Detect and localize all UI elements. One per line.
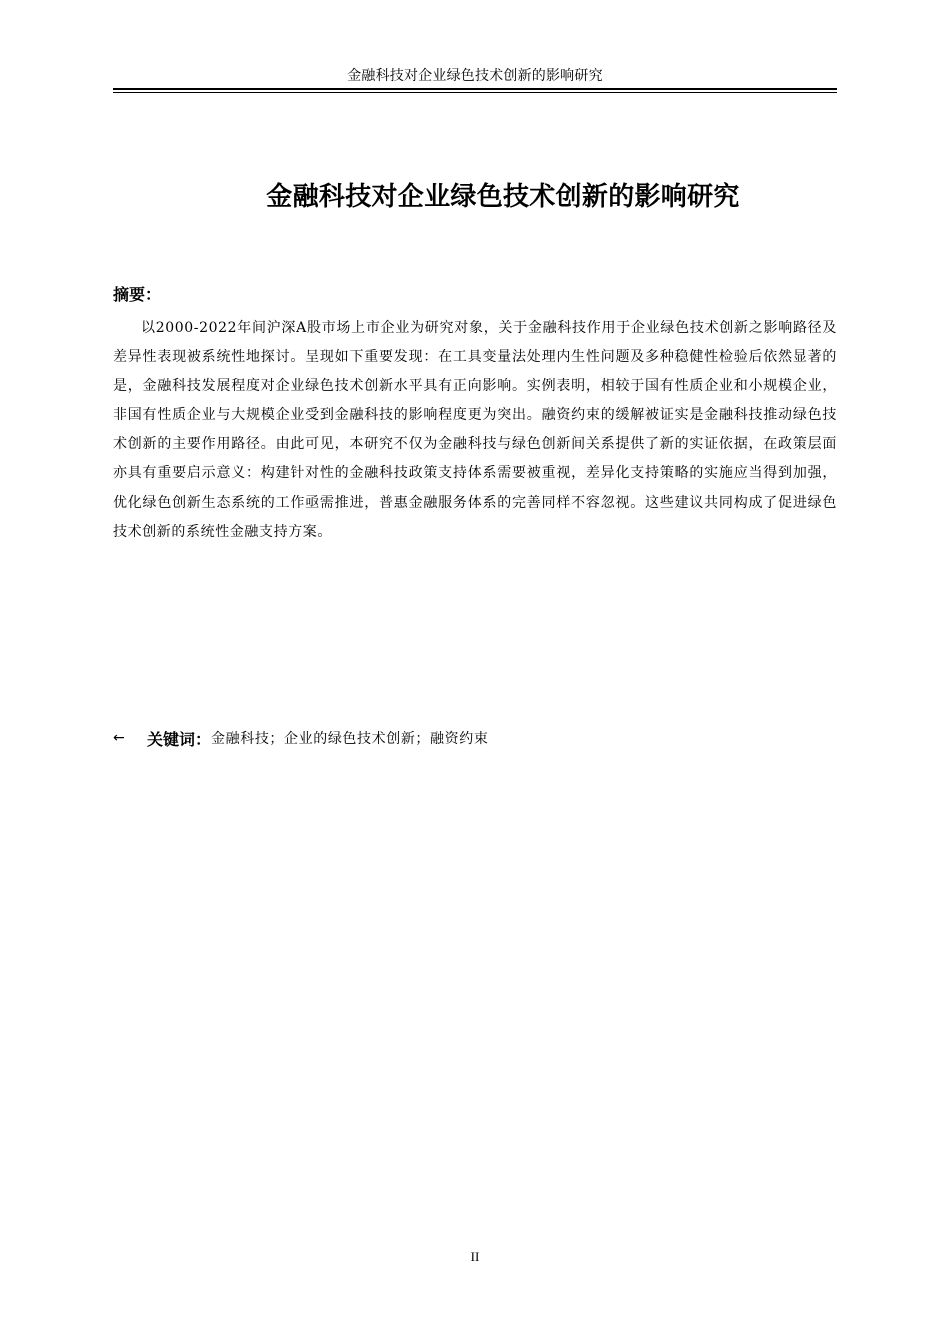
- keywords-line: [113, 725, 488, 751]
- header-rule-thin: [113, 92, 837, 93]
- header-rule-thick: [113, 88, 837, 90]
- abstract-body: 以2000-2022年间沪深A股市场上市企业为研究对象，关于金融科技作用于企业绿色技术创新之影响路径及差异性表现被系统性地探讨。呈现如下重要发现：在工具变量法处理内生性问题及多种稳健性检验后依然显著的是，金融科技发展程度对企业绿色技术创新水平具有正向影响。实例表明，相较于国有性质企业和小规模企业，非国有性质企业与大规模企业受到金融科技的影响程度更为突出。融资约束的缓解被证实是金融科技推动绿色技术创新的主要作用路径。由此可见，本研究不仅为金融科技与绿色创新间关系提供了新的实证依据，在政策层面亦具有重要启示意义：构建针对性的金融科技政策支持体系需要被重视，差异化支持策略的实施应当得到加强，优化绿色创新生态系统的工作亟需推进，普惠金融服务体系的完善同样不容忽视。这些建议共同构成了促进绿色技术创新的系统性金融支持方案。: [113, 320, 837, 540]
- page-number: II: [470, 1249, 480, 1264]
- header-rule: [113, 88, 837, 94]
- running-header: 金融科技对企业绿色技术创新的影响研究: [347, 68, 603, 84]
- keywords-values: 金融科技；企业的绿色技术创新；融资约束: [211, 731, 489, 747]
- abstract-heading: 摘要：: [113, 285, 162, 304]
- left-arrow-icon: ←: [113, 730, 125, 746]
- keywords-label: 关键词：: [147, 729, 212, 749]
- document-title: 金融科技对企业绿色技术创新的影响研究: [266, 182, 740, 212]
